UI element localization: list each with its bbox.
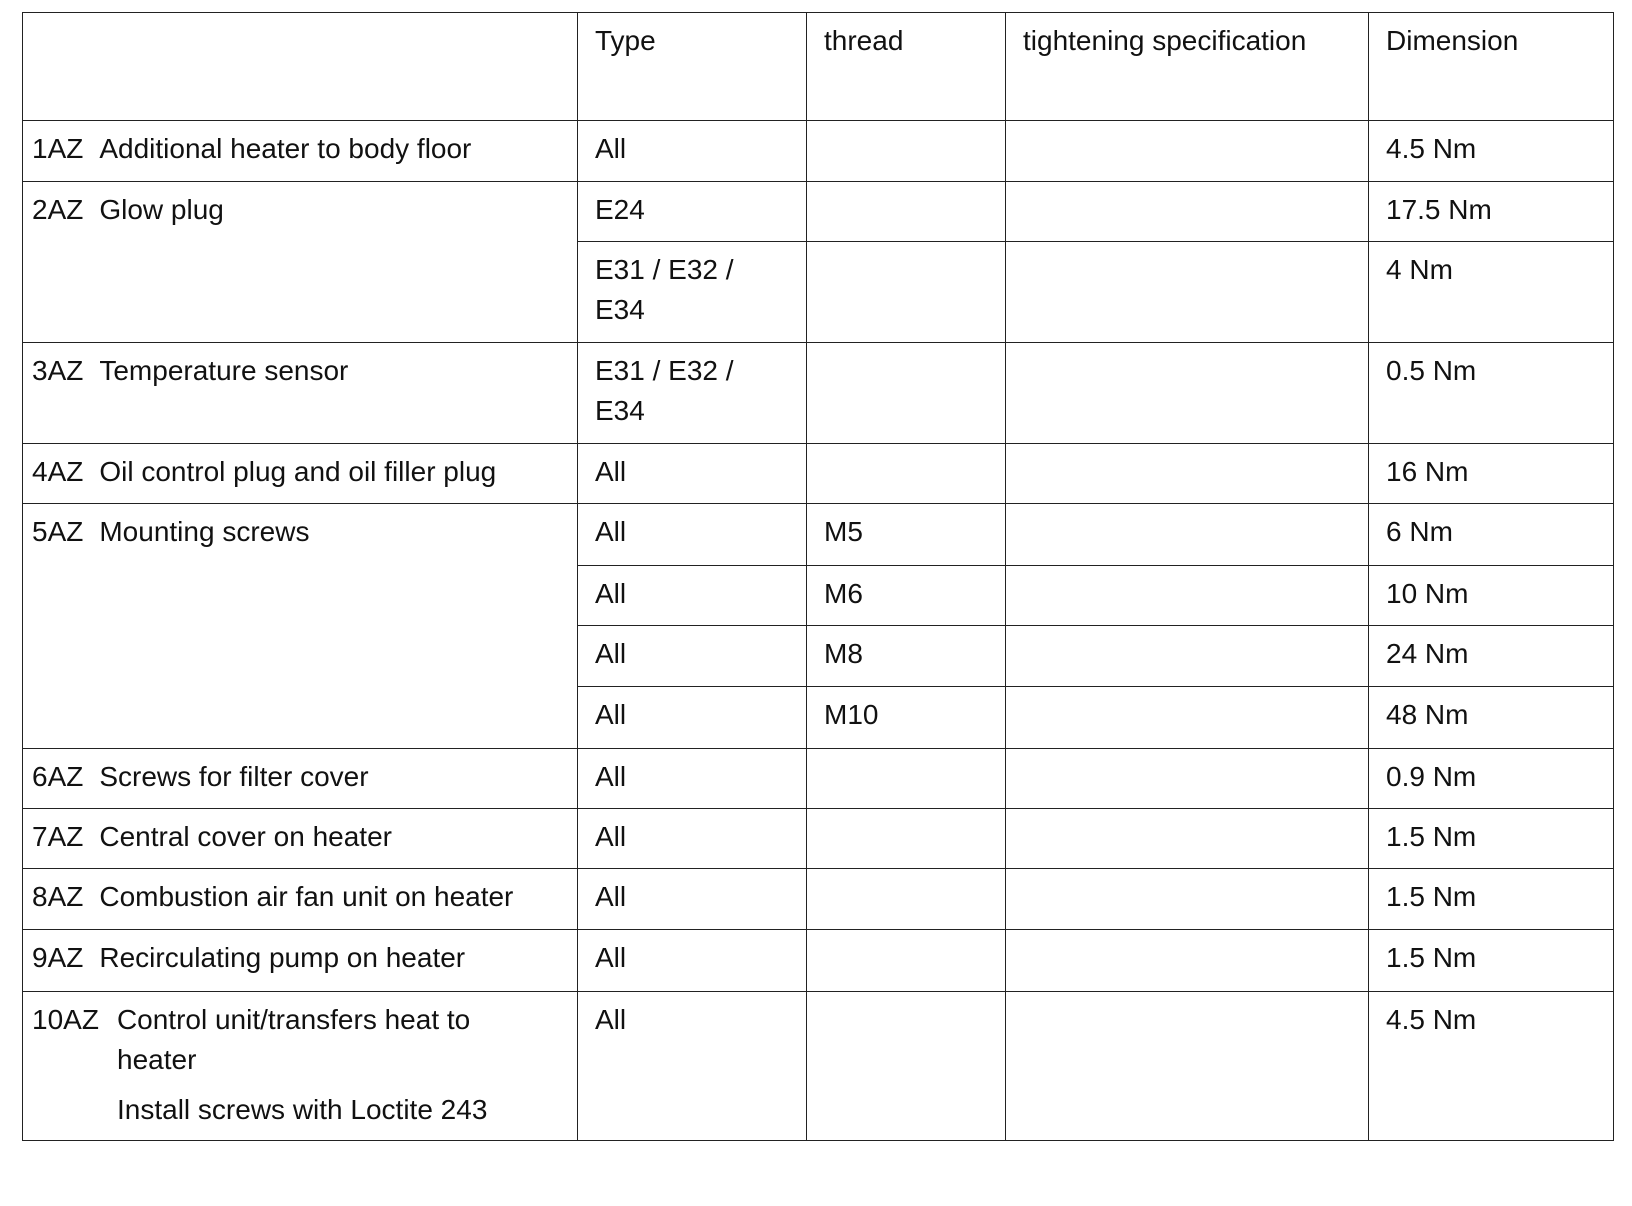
item-cell (23, 809, 578, 869)
item-code: 1AZ (32, 133, 84, 164)
dimension-cell: 10 Nm (1369, 566, 1614, 626)
dimension-cell: 1.5 Nm (1369, 809, 1614, 869)
type-cell: All (578, 626, 807, 687)
type-cell: E31 / E32 / E34 (578, 242, 807, 343)
type-cell: All (578, 992, 807, 1141)
thread-cell (807, 444, 1006, 504)
tightening-torque-table (22, 12, 1614, 1141)
type-cell: All (578, 687, 807, 749)
dimension-cell: 0.9 Nm (1369, 749, 1614, 809)
tightening-cell (1006, 809, 1369, 869)
type-cell: All (578, 566, 807, 626)
type-cell: All (578, 121, 807, 182)
item-description: Additional heater to body floor (99, 133, 472, 164)
tightening-cell (1006, 992, 1369, 1141)
item-description-continued: heater (117, 1044, 197, 1075)
item-code: 6AZ (32, 761, 84, 792)
tightening-cell (1006, 444, 1369, 504)
dimension-cell: 6 Nm (1369, 504, 1614, 566)
item-code: 2AZ (32, 194, 84, 225)
table-row (23, 182, 1614, 242)
thread-cell: M10 (807, 687, 1006, 749)
thread-cell: M5 (807, 504, 1006, 566)
header-row (23, 13, 1614, 121)
item-description: Combustion air fan unit on heater (99, 881, 514, 912)
thread-cell (807, 242, 1006, 343)
thread-cell (807, 343, 1006, 444)
thread-cell (807, 992, 1006, 1141)
table-row (23, 869, 1614, 930)
item-description: Central cover on heater (99, 821, 392, 852)
table-row (23, 749, 1614, 809)
header-item (23, 13, 578, 121)
item-description: Temperature sensor (99, 355, 349, 386)
tightening-cell (1006, 869, 1369, 930)
dimension-cell: 1.5 Nm (1369, 869, 1614, 930)
dimension-cell: 4.5 Nm (1369, 992, 1614, 1141)
type-cell: All (578, 869, 807, 930)
item-code: 8AZ (32, 881, 84, 912)
thread-cell: M8 (807, 626, 1006, 687)
header-thread: thread (807, 13, 1006, 121)
item-cell (23, 504, 578, 749)
item-cell (23, 992, 578, 1141)
item-note: Install screws with Loctite 243 (117, 1094, 488, 1125)
type-cell: All (578, 930, 807, 992)
item-cell (23, 121, 578, 182)
item-description: Oil control plug and oil filler plug (99, 456, 497, 487)
tightening-cell (1006, 121, 1369, 182)
thread-cell (807, 749, 1006, 809)
item-description: Control unit/transfers heat to (116, 1004, 471, 1035)
header-dimension: Dimension (1369, 13, 1614, 121)
item-cell (23, 343, 578, 444)
tightening-cell (1006, 687, 1369, 749)
tightening-cell (1006, 566, 1369, 626)
item-code: 9AZ (32, 942, 84, 973)
table-row (23, 809, 1614, 869)
table-row (23, 930, 1614, 992)
table-row (23, 992, 1614, 1141)
tightening-cell (1006, 626, 1369, 687)
tightening-cell (1006, 749, 1369, 809)
item-code: 10AZ (32, 1004, 99, 1035)
tightening-cell (1006, 343, 1369, 444)
thread-cell (807, 809, 1006, 869)
dimension-cell: 48 Nm (1369, 687, 1614, 749)
table-row (23, 504, 1614, 566)
item-code: 4AZ (32, 456, 84, 487)
item-code: 5AZ (32, 516, 84, 547)
tightening-cell (1006, 504, 1369, 566)
item-description: Mounting screws (99, 516, 310, 547)
dimension-cell: 24 Nm (1369, 626, 1614, 687)
thread-cell (807, 182, 1006, 242)
dimension-cell: 0.5 Nm (1369, 343, 1614, 444)
header-type: Type (578, 13, 807, 121)
item-description: Screws for filter cover (99, 761, 369, 792)
item-cell (23, 930, 578, 992)
item-description: Recirculating pump on heater (99, 942, 466, 973)
item-cell (23, 182, 578, 343)
item-cell (23, 869, 578, 930)
dimension-cell: 17.5 Nm (1369, 182, 1614, 242)
table-row (23, 444, 1614, 504)
tightening-cell (1006, 242, 1369, 343)
tightening-cell (1006, 930, 1369, 992)
thread-cell (807, 869, 1006, 930)
dimension-cell: 4.5 Nm (1369, 121, 1614, 182)
thread-cell (807, 930, 1006, 992)
table-row (23, 343, 1614, 444)
dimension-cell: 1.5 Nm (1369, 930, 1614, 992)
item-code: 3AZ (32, 355, 84, 386)
type-cell: All (578, 444, 807, 504)
type-cell: E24 (578, 182, 807, 242)
type-cell: All (578, 504, 807, 566)
type-cell: All (578, 809, 807, 869)
tightening-cell (1006, 182, 1369, 242)
item-cell (23, 444, 578, 504)
dimension-cell: 16 Nm (1369, 444, 1614, 504)
item-code: 7AZ (32, 821, 84, 852)
type-cell: All (578, 749, 807, 809)
item-cell (23, 749, 578, 809)
thread-cell: M6 (807, 566, 1006, 626)
header-tightening: tightening specification (1006, 13, 1369, 121)
dimension-cell: 4 Nm (1369, 242, 1614, 343)
type-cell: E31 / E32 / E34 (578, 343, 807, 444)
thread-cell (807, 121, 1006, 182)
table-row (23, 121, 1614, 182)
item-description: Glow plug (99, 194, 224, 225)
